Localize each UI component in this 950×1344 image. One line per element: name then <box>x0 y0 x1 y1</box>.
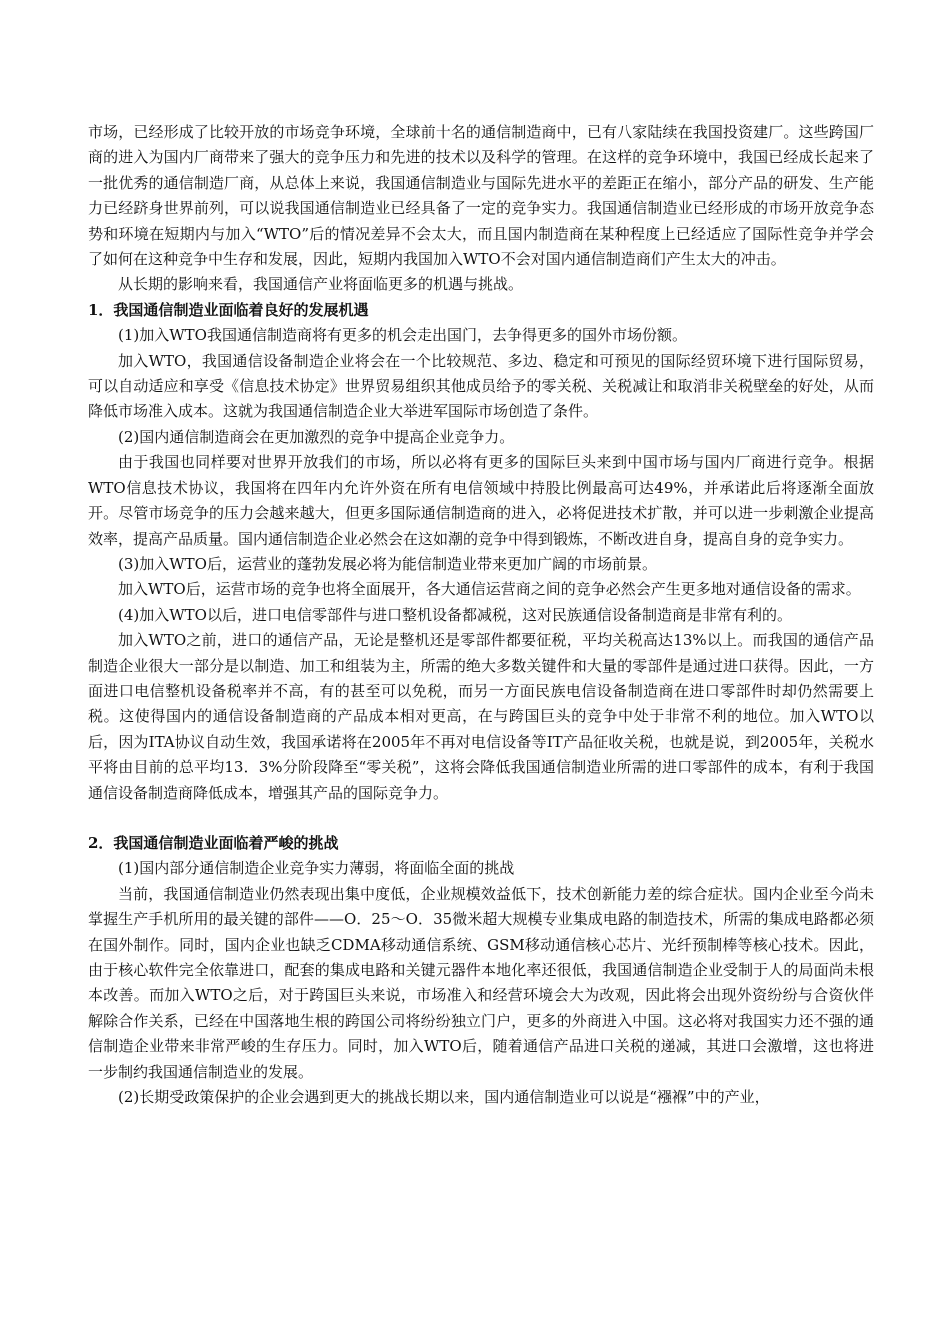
section-1-paragraph-2: 由于我国也同样要对世界开放我们的市场，所以必将有更多的国际巨头来到中国市场与国内厂商进行竞争。根据WTO信息技术协议，我国将在四年内允许外资在所有电信领域中持股比例最高可达49%，并承诺此后将逐渐全面放开。尽管市场竞争的压力会越来越大，但更多国际通信制造商的进入，必将促进技术扩散，并可以进一步刺激企业提高效率，提高产品质量。国内通信制造企业必然会在这如潮的竞争中得到锻炼，不断改进自身，提高自身的竞争实力。 <box>88 453 874 548</box>
section-1-item-1: (1)加入WTO我国通信制造商将有更多的机会走出国门，去争得更多的国外市场份额。 <box>118 326 687 345</box>
section-1-item-3: (3)加入WTO后，运营业的蓬勃发展必将为能信制造业带来更加广阔的市场前景。 <box>118 554 657 573</box>
section-2-item-2: (2)长期受政策保护的企业会遇到更大的挑战长期以来，国内通信制造业可以说是“襁褓”中的产业， <box>118 1088 770 1107</box>
section-spacer <box>88 806 874 831</box>
document-page <box>88 120 874 1110</box>
section-2-heading: 2．我国通信制造业面临着严峻的挑战 <box>88 833 339 852</box>
section-1-heading: 1．我国通信制造业面临着良好的发展机遇 <box>88 300 369 319</box>
section-1-paragraph-3: 加入WTO后，运营市场的竞争也将全面展开，各大通信运营商之间的竞争必然会产生更多地对通信设备的需求。 <box>118 580 861 599</box>
section-1-paragraph-4: 加入WTO之前，进口的通信产品，无论是整机还是零部件都要征税，平均关税高达13%以上。而我国的通信产品制造企业很大一部分是以制造、加工和组装为主，所需的绝大多数关键件和大量的零部件是通过进口获得。因此，一方面进口电信整机设备税率并不高，有的甚至可以免税，而另一方面民族电信设备制造商在进口零部件时却仍然需要上税。这使得国内的通信设备制造商的产品成本相对更高，在与跨国巨头的竞争中处于非常不利的地位。加入WTO以后，因为ITA协议自动生效，我国承诺将在2005年不再对电信设备等IT产品征收关税，也就是说，到2005年，关税水平将由目前的总平均13．3%分阶段降至“零关税”，这将会降低我国通信制造业所需的进口零部件的成本，有利于我国通信设备制造商降低成本，增强其产品的国际竞争力。 <box>88 631 874 802</box>
intro-paragraph: 市场，已经形成了比较开放的市场竞争环境，全球前十名的通信制造商中，已有八家陆续在我国投资建厂。这些跨国厂商的进入为国内厂商带来了强大的竞争压力和先进的技术以及科学的管理。在这样的竞争环境中，我国已经成长起来了一批优秀的通信制造厂商，从总体上来说，我国通信制造业与国际先进水平的差距正在缩小，部分产品的研发、生产能力已经跻身世界前列，可以说我国通信制造业已经具备了一定的竞争实力。我国通信制造业已经形成的市场开放竞争态势和环境在短期内与加入“WTO”后的情况差异不会太大，而且国内制造商在某种程度上已经适应了国际性竞争并学会了如何在这种竞争中生存和发展，因此，短期内我国加入WTO不会对国内通信制造商们产生太大的冲击。 <box>88 123 874 269</box>
section-2-item-1: (1)国内部分通信制造企业竞争实力薄弱，将面临全面的挑战 <box>118 859 515 878</box>
section-1-paragraph-1: 加入WTO，我国通信设备制造企业将会在一个比较规范、多边、稳定和可预见的国际经贸环境下进行国际贸易，可以自动适应和享受《信息技术协定》世界贸易组织其他成员给予的零关税、关税减让和取消非关税壁垒的好处，从而降低市场准入成本。这就为我国通信制造企业大举进军国际市场创造了条件。 <box>88 351 874 421</box>
section-1-item-4: (4)加入WTO以后，进口电信零部件与进口整机设备都减税，这对民族通信设备制造商是非常有利的。 <box>118 605 792 624</box>
section-1-item-2: (2)国内通信制造商会在更加激烈的竞争中提高企业竞争力。 <box>118 427 515 446</box>
section-2-paragraph-1: 当前，我国通信制造业仍然表现出集中度低，企业规模效益低下，技术创新能力差的综合症状。国内企业至今尚未掌握生产手机所用的最关键的部件——O．25～O．35微米超大规模专业集成电路的制造技术，所需的集成电路都必须在国外制作。同时，国内企业也缺乏CDMA移动通信系统、GSM移动通信核心芯片、光纤预制棒等核心技术。因此，由于核心软件完全依靠进口，配套的集成电路和关键元器件本地化率还很低，我国通信制造企业受制于人的局面尚未根本改善。而加入WTO之后，对于跨国巨头来说，市场准入和经营环境会大为改观，因此将会出现外资纷纷与合资伙伴解除合作关系，已经在中国落地生根的跨国公司将纷纷独立门户，更多的外商进入中国。这必将对我国实力还不强的通信制造企业带来非常严峻的生存压力。同时，加入WTO后，随着通信产品进口关税的递减，其进口会激增，这也将进一步制约我国通信制造业的发展。 <box>88 884 874 1081</box>
intro-paragraph-2: 从长期的影响来看，我国通信产业将面临更多的机遇与挑战。 <box>118 275 524 294</box>
